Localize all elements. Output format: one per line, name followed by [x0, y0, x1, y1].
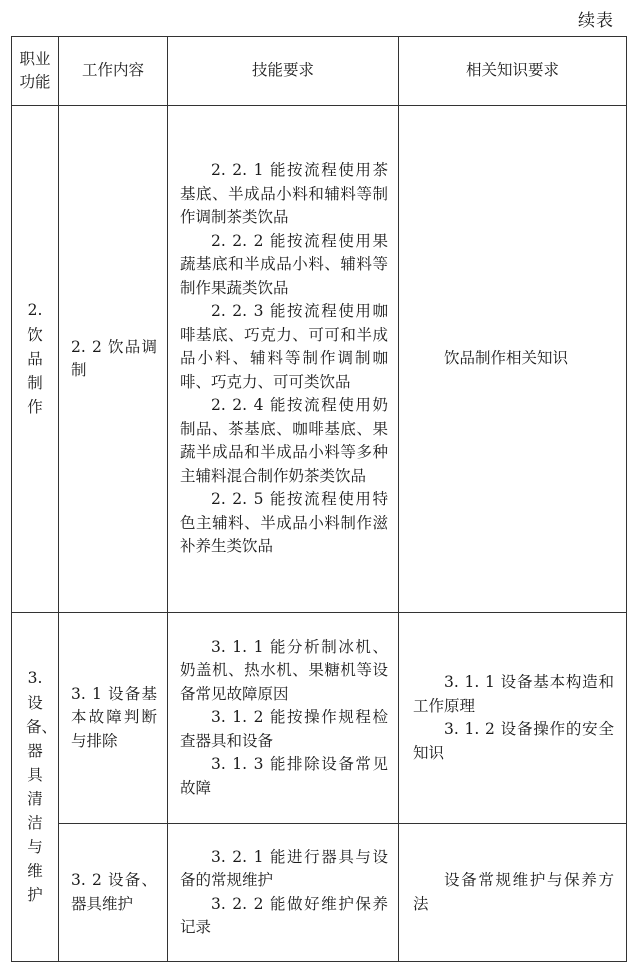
table-row	[12, 824, 627, 962]
skill-item: 3. 1. 2 能按操作规程检查器具和设备	[180, 708, 388, 750]
occupational-standard-table	[11, 36, 627, 962]
function-number: 2.	[27, 301, 43, 319]
knowledge-item: 饮品制作相关知识	[444, 349, 569, 368]
knowledge-item: 设备常规维护与保养方法	[413, 871, 614, 913]
skill-item: 3. 2. 2 能做好维护保养记录	[180, 894, 388, 936]
header-skills: 技能要求	[168, 37, 399, 106]
function-name: 设备、器具清洁与维护	[26, 693, 58, 904]
skill-item: 2. 2. 2 能按流程使用果蔬基底和半成品小料、辅料等制作果蔬类饮品	[180, 231, 388, 297]
skills-cell	[168, 106, 399, 613]
function-cell	[12, 613, 59, 962]
skill-item: 2. 2. 1 能按流程使用茶基底、半成品小料和辅料等制作调制茶类饮品	[180, 161, 388, 227]
skills-cell	[168, 824, 399, 962]
header-row	[12, 37, 627, 106]
skill-item: 3. 2. 1 能进行器具与设备的常规维护	[180, 847, 388, 889]
header-content: 工作内容	[59, 37, 168, 106]
knowledge-cell	[399, 613, 627, 824]
knowledge-cell	[399, 824, 627, 962]
table-continued-caption: 续表	[578, 11, 614, 31]
work-content-cell: 2. 2 饮品调制	[59, 106, 168, 613]
function-cell	[12, 106, 59, 613]
skills-cell	[168, 613, 399, 824]
knowledge-cell	[399, 106, 627, 613]
header-function-label: 职业 功能	[19, 49, 51, 91]
skill-item: 2. 2. 4 能按流程使用奶制品、茶基底、咖啡基底、果蔬半成品和半成品小料等多种主辅料混合制作奶茶类饮品	[180, 396, 388, 485]
knowledge-item: 3. 1. 2 设备操作的安全知识	[413, 720, 614, 762]
work-content-cell: 3. 2 设备、器具维护	[59, 824, 168, 962]
header-function	[12, 37, 59, 106]
table-row	[12, 613, 627, 824]
skill-item: 3. 1. 1 能分析制冰机、奶盖机、热水机、果糖机等设备常见故障原因	[180, 637, 388, 703]
header-knowledge: 相关知识要求	[399, 37, 627, 106]
table-row	[12, 106, 627, 613]
function-number: 3.	[27, 669, 43, 687]
skill-item: 3. 1. 3 能排除设备常见故障	[180, 755, 388, 797]
knowledge-item: 3. 1. 1 设备基本构造和工作原理	[413, 673, 614, 715]
work-content-cell: 3. 1 设备基本故障判断与排除	[59, 613, 168, 824]
function-name: 饮品制作	[27, 325, 43, 416]
skill-item: 2. 2. 3 能按流程使用咖啡基底、巧克力、可可和半成品小料、辅料等制作调制咖啡、巧克力、可可类饮品	[180, 302, 388, 391]
skill-item: 2. 2. 5 能按流程使用特色主辅料、半成品小料制作滋补养生类饮品	[180, 490, 388, 556]
